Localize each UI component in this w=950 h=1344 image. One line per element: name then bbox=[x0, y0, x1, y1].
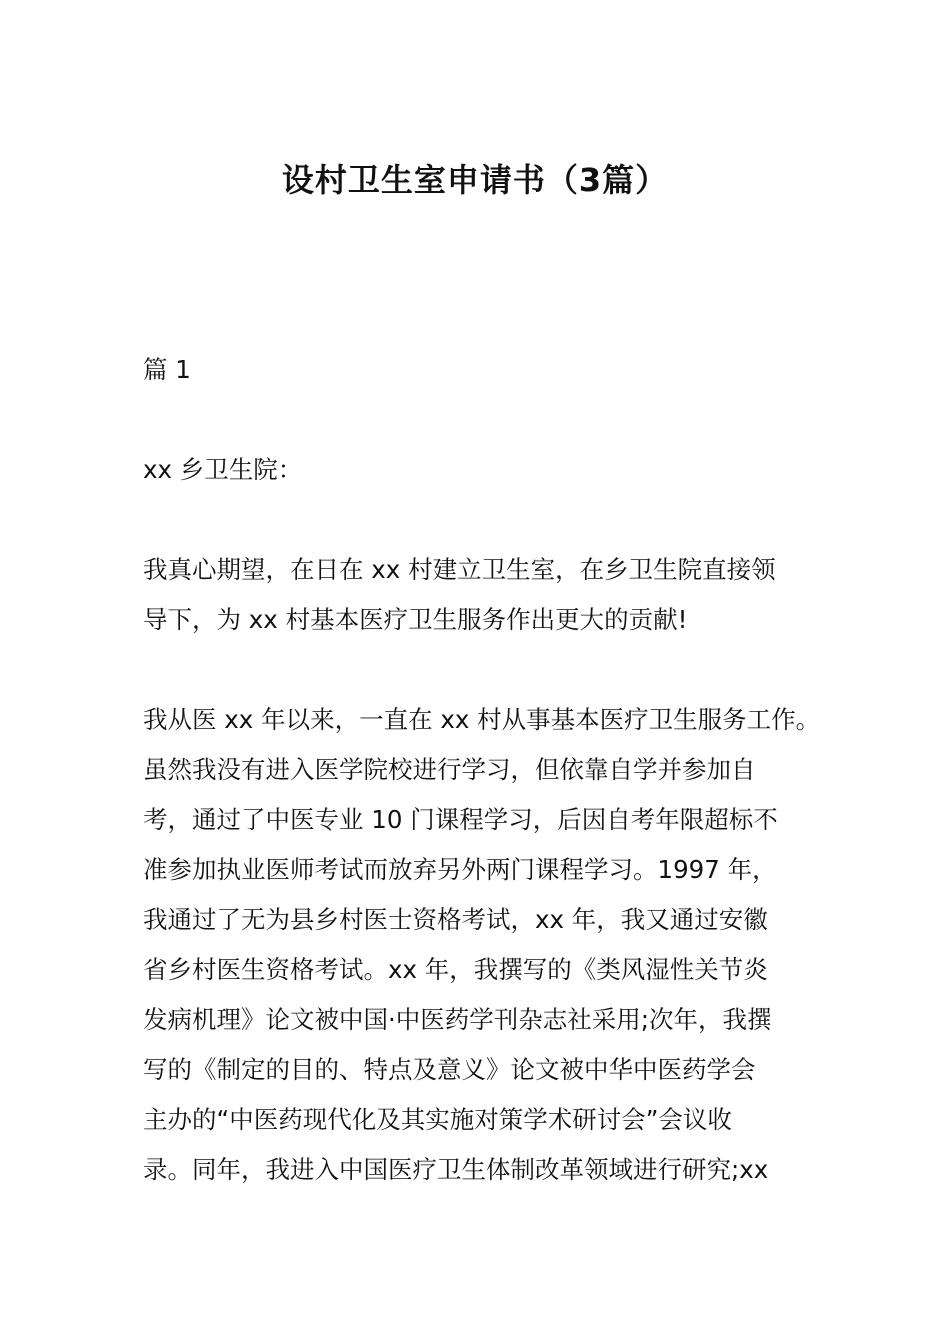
paragraph-line: 虽然我没有进入医学院校进行学习，但依靠自学并参加自 bbox=[143, 755, 756, 784]
paragraph-line: 发病机理》论文被中国·中医药学刊杂志社采用;次年，我撰 bbox=[143, 1005, 772, 1034]
paragraph-line: 导下，为 xx 村基本医疗卫生服务作出更大的贡献! bbox=[143, 605, 688, 634]
paragraph-line: 录。同年，我进入中国医疗卫生体制改革领域进行研究;xx bbox=[143, 1155, 769, 1184]
paragraph-line: 我真心期望，在日在 xx 村建立卫生室，在乡卫生院直接领 bbox=[143, 555, 776, 584]
paragraph-line: 我从医 xx 年以来，一直在 xx 村从事基本医疗卫生服务工作。 bbox=[143, 705, 821, 734]
paragraph-2 bbox=[143, 695, 821, 1195]
paragraph-line: 我通过了无为县乡村医士资格考试，xx 年，我又通过安徽 bbox=[143, 905, 768, 934]
salutation-text: xx 乡卫生院： bbox=[143, 455, 303, 484]
salutation bbox=[143, 445, 815, 495]
document-title: 设村卫生室申请书（3篇） bbox=[281, 161, 669, 199]
paragraph-line: 省乡村医生资格考试。xx 年，我撰写的《类风湿性关节炎 bbox=[143, 955, 768, 984]
paragraph-line: 准参加执业医师考试而放弃另外两门课程学习。1997 年， bbox=[143, 855, 777, 884]
section-label-text: 篇 1 bbox=[143, 355, 191, 384]
paragraph-line: 考，通过了中医专业 10 门课程学习，后因自考年限超标不 bbox=[143, 805, 778, 834]
paragraph-1 bbox=[143, 545, 815, 645]
section-label bbox=[143, 345, 815, 395]
paragraph-line: 写的《制定的目的、特点及意义》论文被中华中医药学会 bbox=[143, 1055, 756, 1084]
paragraph-line: 主办的“中医药现代化及其实施对策学术研讨会”会议收 bbox=[143, 1105, 732, 1134]
